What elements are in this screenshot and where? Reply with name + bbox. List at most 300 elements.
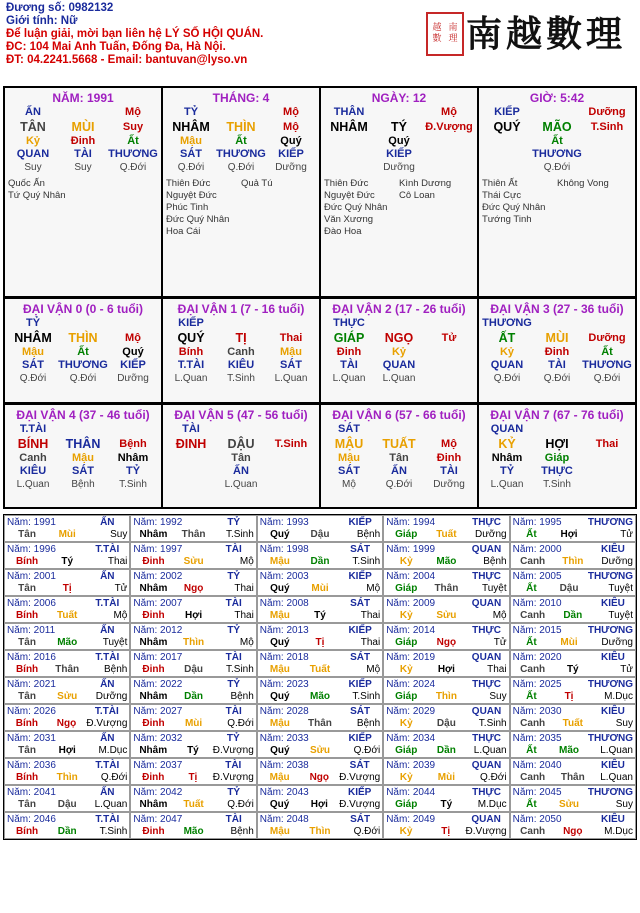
cycles-title: ĐẠI VẬN 2 (17 - 26 tuổi) (332, 302, 466, 316)
cycles-l2-value: TUẤT (382, 437, 416, 451)
year-star: THƯƠNG (587, 624, 633, 636)
cycles-l2-value: THÌN (68, 331, 98, 345)
year-stem: Mậu (269, 825, 290, 837)
year-label: Năm: 2024 (386, 678, 436, 690)
year-label: Năm: 2019 (386, 651, 436, 663)
cycles-l5-value: L.Quan (174, 373, 208, 384)
pillars-l5-value: Dưỡng (275, 162, 307, 173)
year-branch: Ngọ (56, 717, 77, 729)
year-phase: Q.Đới (353, 744, 381, 756)
year-stem: Kỷ (399, 555, 413, 567)
year-cell (4, 515, 130, 542)
pillars-l4-value: THƯƠNG (532, 148, 582, 160)
year-branch: Tị (564, 690, 574, 702)
cycles-l3-value: Tân (389, 452, 409, 464)
cycles-l1-value (424, 423, 474, 436)
cycles-l1-value: T.TÀI (19, 423, 47, 435)
year-label: Năm: 2042 (133, 786, 183, 798)
cycles-l3-value: Quý (122, 346, 144, 358)
cycles-l1-value (582, 423, 632, 436)
year-star: QUAN (471, 705, 502, 717)
pillars-l4-value (482, 148, 532, 161)
cycles-l1-value (58, 423, 108, 436)
stars-list (8, 178, 158, 202)
year-branch: Thân (181, 528, 206, 540)
year-branch: Mùi (437, 771, 455, 783)
pillars-l5-value: Suy (74, 162, 92, 173)
year-label: Năm: 2009 (386, 597, 436, 609)
year-label: Năm: 2028 (259, 705, 309, 717)
pillars-l3-value: Mậu (180, 135, 202, 147)
pillars-l3-value: Quý (280, 135, 302, 147)
star-name: Cô Loan (399, 190, 435, 201)
year-cell (4, 542, 130, 569)
cycles-l2-value: TỊ (235, 331, 247, 345)
cycles-l4-value: SÁT (22, 359, 44, 371)
year-cell (383, 731, 509, 758)
year-label: Năm: 2017 (133, 651, 183, 663)
cycles-cell (320, 298, 478, 403)
year-cell (383, 623, 509, 650)
year-stem: Mậu (269, 663, 290, 675)
pillars-body (324, 106, 474, 174)
cycles-l2-value: MẬU (334, 437, 364, 451)
cycles-l5-value: Q.Đới (593, 373, 621, 384)
star-name: Thiên Đức (324, 178, 369, 189)
year-stem: Kỷ (399, 771, 413, 783)
year-phase: Bệnh (356, 717, 381, 729)
cycles-l2-value: NHÂM (14, 331, 52, 345)
year-label: Năm: 2030 (512, 705, 562, 717)
cycles-l2-value: MÙI (545, 331, 569, 345)
cycles-l5-value: L.Quan (274, 373, 308, 384)
year-phase: Bệnh (356, 528, 381, 540)
pillars-l5-value (424, 161, 474, 174)
cycles-l3-value: Mậu (22, 346, 44, 358)
year-phase: Đ.Vượng (212, 744, 254, 756)
year-stem: Nhâm (139, 744, 168, 756)
year-star: SÁT (350, 597, 371, 609)
star-name: Thiên Đức (166, 178, 211, 189)
year-branch: Ngọ (183, 582, 204, 594)
pillars-l2-value: MÃO (542, 120, 572, 134)
pillars-l4-value: SÁT (180, 148, 202, 160)
year-cell (510, 542, 636, 569)
year-star: KIÊU (600, 597, 625, 609)
year-branch: Tị (62, 582, 72, 594)
year-cell (510, 623, 636, 650)
cycles-body (324, 317, 474, 385)
year-branch: Thìn (309, 825, 331, 837)
cycles-l3-value: Bính (178, 346, 204, 358)
stars-list (324, 178, 474, 238)
pillars-l4-value (424, 148, 474, 161)
year-label: Năm: 2048 (259, 813, 309, 825)
year-star: TỶ (227, 516, 241, 528)
year-phase: T.Sinh (226, 528, 254, 540)
year-branch: Thân (434, 582, 459, 594)
star-name (241, 202, 316, 214)
year-stem: Ất (526, 744, 537, 756)
cycles-body (8, 423, 158, 491)
year-cell (257, 515, 383, 542)
year-branch: Tý (440, 798, 453, 810)
year-branch: Mùi (58, 528, 76, 540)
cycles-l3-value (166, 452, 216, 465)
cycles-l5-value: Dưỡng (433, 479, 465, 490)
cycles-l2-value: Dưỡng (588, 332, 626, 344)
year-cell (257, 785, 383, 812)
cycles-l4-value: TÀI (548, 359, 566, 371)
year-branch: Sửu (309, 744, 330, 756)
year-cell (130, 812, 256, 839)
pillars-l5-value (582, 161, 632, 174)
pillars-l1-value (216, 106, 266, 119)
year-phase: Đ.Vượng (465, 825, 507, 837)
year-phase: T.Sinh (99, 825, 128, 837)
year-star: ẤN (100, 624, 115, 636)
year-star: QUAN (471, 543, 502, 555)
year-label: Năm: 2050 (512, 813, 562, 825)
year-branch: Dậu (310, 528, 330, 540)
star-name: Không Vong (557, 178, 609, 189)
year-label: Năm: 1998 (259, 543, 309, 555)
year-phase: L.Quan (600, 771, 633, 783)
pillars-l4-value: THƯƠNG (216, 148, 266, 160)
year-phase: Mộ (366, 663, 381, 675)
year-phase: M.Dục (604, 825, 633, 837)
cycles-title: ĐẠI VẬN 4 (37 - 46 tuổi) (16, 408, 150, 422)
cycles-l3-value: Giáp (544, 452, 570, 464)
cycles-cell (162, 404, 320, 508)
year-branch: Hợi (58, 744, 76, 756)
cycles-l5-value (266, 478, 316, 491)
phone-email-line[interactable]: ĐT: 04.2241.5668 - Email: bantuvan@lyso.vn (6, 54, 248, 66)
year-cell (383, 515, 509, 542)
year-branch: Tuất (57, 609, 78, 621)
year-stem: Nhâm (139, 528, 168, 540)
year-label: Năm: 2032 (133, 732, 183, 744)
year-cell (383, 704, 509, 731)
year-stem: Mậu (269, 717, 290, 729)
year-label: Năm: 2035 (512, 732, 562, 744)
pillars-l3-value: Quý (388, 135, 410, 147)
year-stem: Nhâm (139, 798, 168, 810)
year-cell (4, 785, 130, 812)
pillars-l2-value: Đ.Vượng (425, 121, 473, 133)
year-stem: Đinh (142, 663, 165, 675)
star-name: Đức Quý Nhân (482, 202, 546, 213)
year-branch: Ngọ (436, 636, 457, 648)
year-branch: Sửu (57, 690, 78, 702)
year-branch: Tuất (436, 528, 457, 540)
year-phase: Suy (489, 690, 507, 702)
logo (426, 2, 636, 64)
cycles-body (482, 317, 632, 385)
star-name: Phúc Tinh (166, 202, 209, 213)
cycles-body (8, 317, 158, 385)
year-phase: Thai (360, 636, 381, 648)
year-stem: Tân (18, 798, 36, 810)
year-phase: Q.Đới (480, 771, 507, 783)
year-phase: Bệnh (104, 663, 128, 675)
pillars-l4-value: KIẾP (278, 148, 304, 160)
star-name: Thái Cực (482, 190, 522, 201)
year-branch: Mùi (311, 582, 329, 594)
year-stem: Tân (18, 528, 36, 540)
stars-list (166, 178, 316, 238)
year-star: SÁT (350, 543, 371, 555)
star-name (399, 226, 474, 238)
year-stem: Giáp (395, 798, 418, 810)
year-branch: Ngọ (309, 771, 330, 783)
pillars-l1-value (58, 106, 108, 119)
year-label: Năm: 1993 (259, 516, 309, 528)
year-label: Năm: 2001 (7, 570, 56, 582)
cycles-l3-value: Đinh (336, 346, 362, 358)
year-stem: Quý (269, 798, 290, 810)
year-branch: Hợi (185, 609, 203, 621)
cycles-l1-value: TỶ (25, 317, 41, 329)
year-branch: Sửu (559, 798, 580, 810)
cycles-cell (162, 298, 320, 403)
year-phase: Thai (107, 555, 128, 567)
year-label: Năm: 2020 (512, 651, 562, 663)
cycles-l1-value (216, 317, 266, 330)
year-stem: Mậu (269, 771, 290, 783)
pillars-l2-value: NHÂM (172, 120, 210, 134)
cycles-l4-value: KIÊU (19, 465, 47, 477)
cycles-body (166, 317, 316, 385)
pillars-l4-value: KIẾP (386, 148, 412, 160)
year-branch: Sửu (183, 555, 204, 567)
cycles-l1-value (374, 423, 424, 436)
year-phase: Mộ (492, 609, 507, 621)
year-branch: Thìn (562, 555, 584, 567)
year-cell (4, 731, 130, 758)
cycles-l3-value: Ất (77, 346, 89, 358)
year-phase: Thai (234, 609, 254, 621)
cycles-l2-value: T.Sinh (274, 438, 308, 450)
year-cell (4, 704, 130, 731)
year-phase: M.Dục (604, 690, 633, 702)
year-star: TÀI (225, 597, 242, 609)
year-cell (510, 758, 636, 785)
cycles-l3-value: Canh (227, 346, 255, 358)
year-stem: Kỷ (399, 717, 413, 729)
year-star: KIẾP (347, 786, 372, 798)
year-stem: Giáp (395, 582, 418, 594)
year-branch: Mão (559, 744, 580, 756)
star-name (399, 214, 474, 226)
cycles-l2-value: THÂN (65, 437, 101, 451)
year-branch: Dần (436, 744, 456, 756)
year-cell (383, 542, 509, 569)
pillars-l3-value: Ất (235, 135, 247, 147)
year-stem: Giáp (395, 690, 418, 702)
year-star: KIẾP (348, 516, 372, 528)
cycles-body (166, 423, 316, 491)
pillars-title: GIỜ: 5:42 (529, 91, 585, 105)
year-stem: Tân (18, 744, 36, 756)
year-branch: Mùi (184, 717, 203, 729)
year-label: Năm: 2027 (133, 705, 183, 717)
year-branch: Dần (563, 609, 583, 621)
year-branch: Thân (308, 717, 332, 729)
pillars-cell (162, 87, 320, 297)
year-star: TỶ (227, 786, 241, 798)
pillars-cell (320, 87, 478, 297)
year-stem: Bính (15, 825, 39, 837)
year-phase: Dưỡng (601, 555, 633, 567)
year-label: Năm: 2007 (133, 597, 183, 609)
year-phase: Tử (493, 636, 507, 648)
year-phase: Q.Đới (100, 771, 128, 783)
cycles-l3-value (424, 346, 474, 359)
year-label: Năm: 2003 (259, 570, 309, 582)
year-star: THƯƠNG (587, 732, 633, 744)
cycles-l4-value: TỶ (499, 465, 515, 477)
year-cell (510, 596, 636, 623)
year-cell (257, 812, 383, 839)
year-cell (510, 731, 636, 758)
year-cell (383, 758, 509, 785)
year-branch: Dậu (57, 798, 77, 810)
year-stem: Ất (526, 582, 537, 594)
year-cell (4, 596, 130, 623)
cycles-l1-value (532, 423, 582, 436)
year-branch: Mão (57, 636, 78, 648)
cycles-l4-value: ẤN (391, 465, 407, 477)
pillars-l1-value: TỶ (183, 106, 199, 118)
cycles-l5-value: Q.Đới (19, 373, 47, 384)
cycles-grid-top (3, 297, 637, 404)
cycles-l4-value: TỶ (125, 465, 141, 477)
year-branch: Mão (183, 825, 204, 837)
year-star: THỰC (472, 678, 501, 690)
pillars-l5-value: Q.Đới (227, 162, 255, 173)
year-branch: Sửu (436, 609, 457, 621)
year-branch: Mão (436, 555, 457, 567)
year-cell (510, 704, 636, 731)
cycles-l5-value: Mộ (342, 479, 356, 490)
pillars-l2-value: MÙI (71, 120, 95, 134)
year-phase: Dưỡng (474, 528, 507, 540)
year-phase: Q.Đới (227, 798, 254, 810)
year-star: THỰC (472, 570, 501, 582)
year-label: Năm: 2011 (7, 624, 56, 636)
cycles-l5-value: T.Sinh (227, 373, 255, 384)
year-stem: Bính (15, 609, 39, 621)
year-branch: Dần (184, 690, 204, 702)
year-stem: Bính (15, 771, 39, 783)
year-stem: Tân (18, 582, 36, 594)
year-branch: Tý (61, 555, 74, 567)
cycles-title: ĐẠI VẬN 3 (27 - 36 tuổi) (490, 302, 624, 316)
cycles-l1-value (108, 423, 158, 436)
star-name: Đào Hoa (324, 226, 362, 237)
cycles-l4-value: SÁT (280, 359, 302, 371)
year-cell (383, 569, 509, 596)
year-star: TỶ (227, 624, 241, 636)
year-label: Năm: 2014 (386, 624, 436, 636)
cycles-l5-value (166, 478, 216, 491)
cycles-l5-value: T.Sinh (119, 479, 147, 490)
year-branch: Tý (187, 744, 199, 756)
year-stem: Nhâm (139, 636, 168, 648)
year-stem: Canh (520, 825, 546, 837)
year-cell (130, 650, 256, 677)
year-cell (130, 758, 256, 785)
pillars-l3-value (482, 135, 532, 148)
year-stem: Bính (15, 663, 39, 675)
cycles-l1-value (582, 317, 632, 330)
year-stem: Nhâm (139, 582, 168, 594)
year-phase: Đ.Vượng (339, 798, 381, 810)
cycles-title: ĐẠI VẬN 1 (7 - 16 tuổi) (177, 302, 305, 316)
pillars-grid (3, 86, 637, 298)
pillars-l5-value: Q.Đới (119, 162, 147, 173)
pillars-l2-value: QUÝ (493, 120, 521, 134)
pillars-body (482, 106, 632, 174)
year-star: KIÊU (600, 705, 625, 717)
year-stem: Quý (270, 744, 290, 756)
year-label: Năm: 2025 (512, 678, 562, 690)
star-name (83, 190, 158, 202)
year-phase: L.Quan (94, 798, 128, 810)
year-stem: Kỷ (399, 609, 413, 621)
year-label: Năm: 2008 (259, 597, 309, 609)
pillars-l5-value: Q.Đới (543, 162, 571, 173)
year-phase: Tử (620, 528, 633, 540)
cycles-l1-value: KIẾP (178, 317, 204, 329)
pillars-l1-value (532, 106, 582, 119)
pillars-l3-value (424, 135, 474, 148)
year-star: T.TÀI (94, 705, 119, 717)
year-label: Năm: 2023 (259, 678, 309, 690)
cycles-cell (4, 404, 162, 508)
year-star: TÀI (225, 705, 242, 717)
cycles-l3-value: Canh (19, 452, 47, 464)
cycles-l2-value: QUÝ (177, 331, 205, 345)
year-label: Năm: 2000 (512, 543, 562, 555)
year-phase: L.Quan (600, 744, 633, 756)
year-phase: Thai (360, 609, 381, 621)
star-name: Quốc Ấn (8, 178, 45, 189)
cycles-l2-value: ĐINH (175, 437, 207, 451)
year-branch: Dậu (436, 717, 456, 729)
cycles-l3-value: Tân (231, 452, 251, 464)
year-label: Năm: 2026 (7, 705, 56, 717)
year-star: THƯƠNG (587, 570, 633, 582)
cycles-l3-value: Nhâm (117, 452, 149, 464)
cycles-grid-bottom (3, 403, 637, 509)
year-phase: Đ.Vượng (86, 717, 128, 729)
pillars-l4-value: QUAN (16, 148, 50, 160)
year-star: KIÊU (600, 543, 625, 555)
cycles-l5-value (424, 372, 474, 385)
year-star: T.TÀI (95, 651, 120, 663)
year-label: Năm: 2034 (386, 732, 436, 744)
year-label: Năm: 1996 (7, 543, 56, 555)
year-phase: T.Sinh (352, 555, 381, 567)
cycles-l5-value: Q.Đới (69, 373, 97, 384)
year-phase: Suy (615, 798, 633, 810)
year-label: Năm: 1999 (386, 543, 436, 555)
pillars-l1-value: Dưỡng (588, 106, 626, 118)
year-label: Năm: 1995 (512, 516, 562, 528)
star-name (557, 214, 632, 226)
